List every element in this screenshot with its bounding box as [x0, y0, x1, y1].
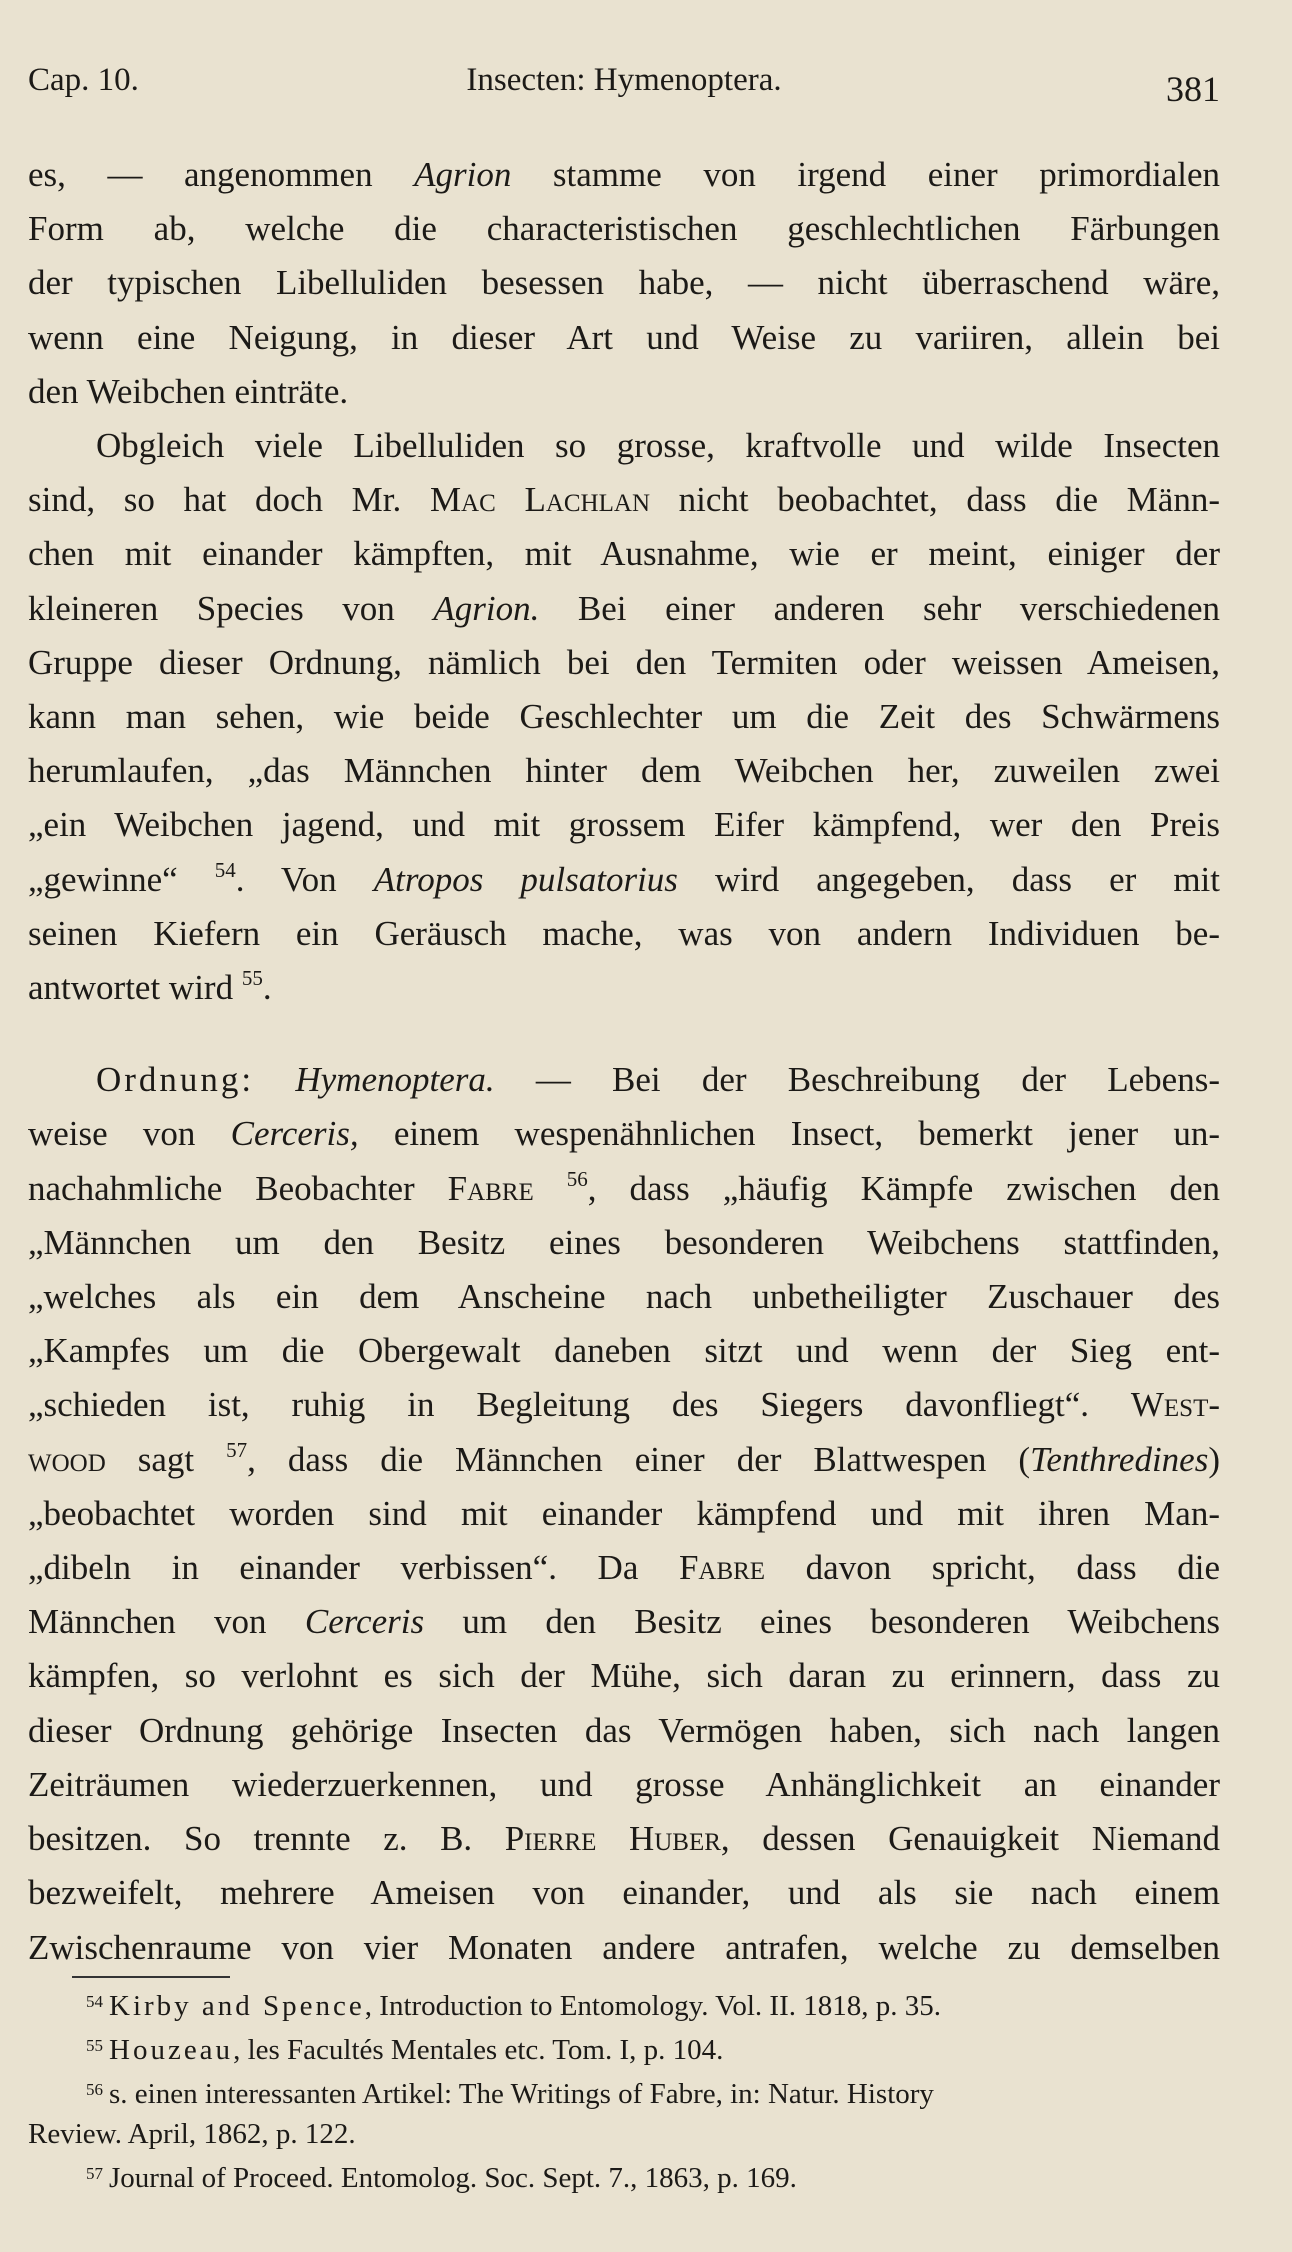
text-run: der typischen Libelluliden besessen habe, — nicht überraschend wäre,	[28, 263, 1220, 303]
author-name: Mac Lachlan	[429, 480, 650, 520]
text-line	[28, 527, 1220, 581]
text-line	[28, 1649, 1220, 1703]
running-header	[28, 62, 1220, 112]
text-line	[28, 1812, 1220, 1866]
text-run: einem wespenähnlichen Insect, bemerkt jener un-	[358, 1114, 1220, 1154]
text-run: seinen Kiefern ein Geräusch mache, was von andern Individuen be-	[28, 913, 1220, 953]
text-run: , Introduction to Entomology. Vol. II. 1818, p. 35.	[364, 1990, 942, 2022]
text-run: „Kampfes um die Obergewalt daneben sitzt und wenn der Sieg ent-	[28, 1331, 1220, 1371]
text-line	[28, 1270, 1220, 1324]
text-run: „welches als ein dem Anscheine nach unbetheiligter Zuschauer des	[28, 1277, 1220, 1317]
footnote-number: 56	[86, 2080, 103, 2099]
text-line	[28, 1324, 1220, 1378]
footnote-ref: 55	[241, 966, 263, 991]
footnote-line	[28, 2070, 1220, 2114]
author-name: Pierre Huber	[504, 1819, 721, 1859]
footnote	[28, 2070, 1220, 2154]
text-run: , dass die Männchen einer der Blattwespen (	[247, 1439, 1031, 1479]
text-run: antwortet wird	[28, 968, 242, 1008]
author-name: Fabre	[447, 1168, 534, 1208]
footnote-rule	[72, 1976, 230, 1978]
text-run: „schieden ist, ruhig in Begleitung des Siegers davonfliegt“.	[28, 1385, 1131, 1425]
author-name: West-	[1130, 1385, 1220, 1425]
text-line	[28, 419, 1220, 473]
text-line	[28, 798, 1220, 852]
text-line	[28, 256, 1220, 310]
text-line	[28, 1595, 1220, 1649]
text-run: sagt	[105, 1439, 227, 1479]
italic-term: Cerceris	[304, 1602, 425, 1642]
footnote-line	[28, 1982, 1220, 2026]
text-line	[28, 1541, 1220, 1595]
footnotes	[28, 1982, 1220, 2198]
text-line	[28, 690, 1220, 744]
page-number: 381	[1166, 69, 1220, 109]
text-run: stamme von irgend einer primordialen	[511, 155, 1220, 194]
text-run: den Weibchen einträte.	[28, 371, 349, 411]
text-line	[28, 582, 1220, 636]
text-run: dieser Ordnung gehörige Insecten das Vermögen haben, sich nach langen	[28, 1710, 1220, 1750]
text-run: Zwischenraume von vier Monaten andere antrafen, welche zu demselben	[28, 1927, 1220, 1967]
text-line	[28, 636, 1220, 690]
text-run: s. einen interessanten Artikel: The Writings of Fabre, in: Natur. History	[109, 2078, 934, 2110]
text-run: . Von	[235, 859, 374, 899]
spaced-text: Houzeau	[109, 2034, 234, 2066]
text-run: wenn eine Neigung, in dieser Art und Weise zu variiren, allein bei	[28, 317, 1220, 357]
text-run: um den Besitz eines besonderen Weibchens	[424, 1602, 1220, 1642]
italic-term: Atropos pulsatorius	[373, 859, 678, 899]
text-run: — Bei der Beschreibung der Lebens-	[494, 1060, 1220, 1100]
text-line	[28, 907, 1220, 961]
footnote-line	[28, 2114, 1220, 2154]
text-run: wird angegeben, dass er mit	[677, 859, 1221, 899]
footnote-line	[28, 2154, 1220, 2198]
text-line	[28, 1433, 1220, 1487]
footnote-ref: 57	[226, 1437, 248, 1462]
text-run: kann man sehen, wie beide Geschlechter um die Zeit des Schwärmens	[28, 697, 1220, 737]
text-line	[28, 1053, 1220, 1107]
section-gap	[28, 1015, 1220, 1053]
author-name: wood	[28, 1439, 106, 1479]
text-run: .	[262, 968, 272, 1008]
text-line	[28, 148, 1220, 202]
text-run: „dibeln in einander verbissen“. Da	[28, 1548, 679, 1588]
text-line	[28, 365, 1220, 419]
text-line	[28, 961, 1220, 1015]
text-run: besitzen. So trennte z. B.	[28, 1819, 505, 1859]
text-run: bezweifelt, mehrere Ameisen von einander, und als sie nach einem	[28, 1873, 1220, 1913]
text-run: Review. April, 1862, p. 122.	[28, 2118, 356, 2150]
text-run: )	[1208, 1439, 1220, 1479]
author-name: Fabre	[678, 1548, 766, 1588]
text-run: es, — angenommen	[28, 155, 415, 194]
text-run: Form ab, welche die characteristischen geschlechtlichen Färbungen	[28, 209, 1220, 249]
text-run: davon spricht, dass die	[765, 1548, 1220, 1588]
footnote-line	[28, 2026, 1220, 2070]
spaced-text: Ordnung:	[96, 1060, 255, 1100]
text-run: , les Facultés Mentales etc. Tom. I, p. 104.	[233, 2034, 724, 2066]
text-run: „ein Weibchen jagend, und mit grossem Eifer kämpfend, wer den Preis	[28, 805, 1220, 845]
text-line	[28, 473, 1220, 527]
spaced-text: Kirby and Spence	[109, 1990, 365, 2022]
italic-term: Hymenoptera.	[295, 1060, 495, 1100]
paragraph	[28, 1053, 1220, 1974]
text-run: Bei einer anderen sehr verschiedenen	[539, 588, 1221, 628]
text-run: chen mit einander kämpften, mit Ausnahme, wie er meint, einiger der	[28, 534, 1220, 574]
text-line	[28, 1866, 1220, 1920]
text-line	[28, 311, 1220, 365]
text-run: , dessen Genauigkeit Niemand	[720, 1819, 1220, 1859]
text-line	[28, 1921, 1220, 1975]
text-run: Gruppe dieser Ordnung, nämlich bei den Termiten oder weissen Ameisen,	[28, 642, 1220, 682]
italic-term: Tenthredines	[1030, 1439, 1209, 1479]
text-run: kleineren Species von	[28, 588, 434, 628]
text-run: „gewinne“	[28, 859, 215, 899]
text-line	[28, 202, 1220, 256]
text-run: Zeiträumen wiederzuerkennen, und grosse Anhänglichkeit an einander	[28, 1764, 1220, 1804]
footnote	[28, 1982, 1220, 2026]
text-line	[28, 1162, 1220, 1216]
footnote-number: 57	[86, 2164, 103, 2183]
text-run: weise von	[28, 1114, 231, 1154]
chapter-label: Cap. 10.	[28, 62, 139, 98]
text-line	[28, 853, 1220, 907]
text-run: Männchen von	[28, 1602, 305, 1642]
text-line	[28, 1216, 1220, 1270]
text-run: Obgleich viele Libelluliden so grosse, kraftvolle und wilde Insecten	[96, 426, 1220, 466]
footnote-ref: 54	[214, 857, 236, 882]
italic-term: Cerceris,	[230, 1114, 359, 1154]
text-run: sind, so hat doch Mr.	[28, 480, 430, 520]
footnote	[28, 2154, 1220, 2198]
text-line	[28, 1487, 1220, 1541]
text-line	[28, 744, 1220, 798]
text-run	[254, 1060, 295, 1099]
text-run: kämpfen, so verlohnt es sich der Mühe, sich daran zu erinnern, dass zu	[28, 1656, 1220, 1696]
text-line	[28, 1704, 1220, 1758]
footnote-number: 54	[86, 1992, 103, 2011]
text-run: „Männchen um den Besitz eines besonderen Weibchens stattfinden,	[28, 1222, 1220, 1262]
text-line	[28, 1758, 1220, 1812]
running-title: Insecten: Hymenoptera.	[466, 62, 782, 98]
text-run	[534, 1169, 567, 1208]
footnote	[28, 2026, 1220, 2070]
text-run: herumlaufen, „das Männchen hinter dem Weibchen her, zuweilen zwei	[28, 751, 1220, 791]
text-run: nachahmliche Beobachter	[28, 1168, 448, 1208]
footnote-number: 55	[86, 2036, 103, 2055]
text-run: Journal of Proceed. Entomolog. Soc. Sept. 7., 1863, p. 169.	[109, 2162, 797, 2194]
paragraph	[28, 148, 1220, 419]
body-text	[28, 148, 1220, 1975]
italic-term: Agrion	[414, 155, 512, 194]
text-run: „beobachtet worden sind mit einander kämpfend und mit ihren Man-	[28, 1493, 1220, 1533]
italic-term: Agrion.	[433, 588, 540, 628]
text-run: nicht beobachtet, dass die Männ-	[650, 480, 1220, 520]
footnote-ref: 56	[566, 1166, 588, 1191]
text-run: , dass „häufig Kämpfe zwischen den	[587, 1168, 1221, 1208]
text-line	[28, 1378, 1220, 1432]
paragraph	[28, 419, 1220, 1015]
text-line	[28, 1107, 1220, 1161]
